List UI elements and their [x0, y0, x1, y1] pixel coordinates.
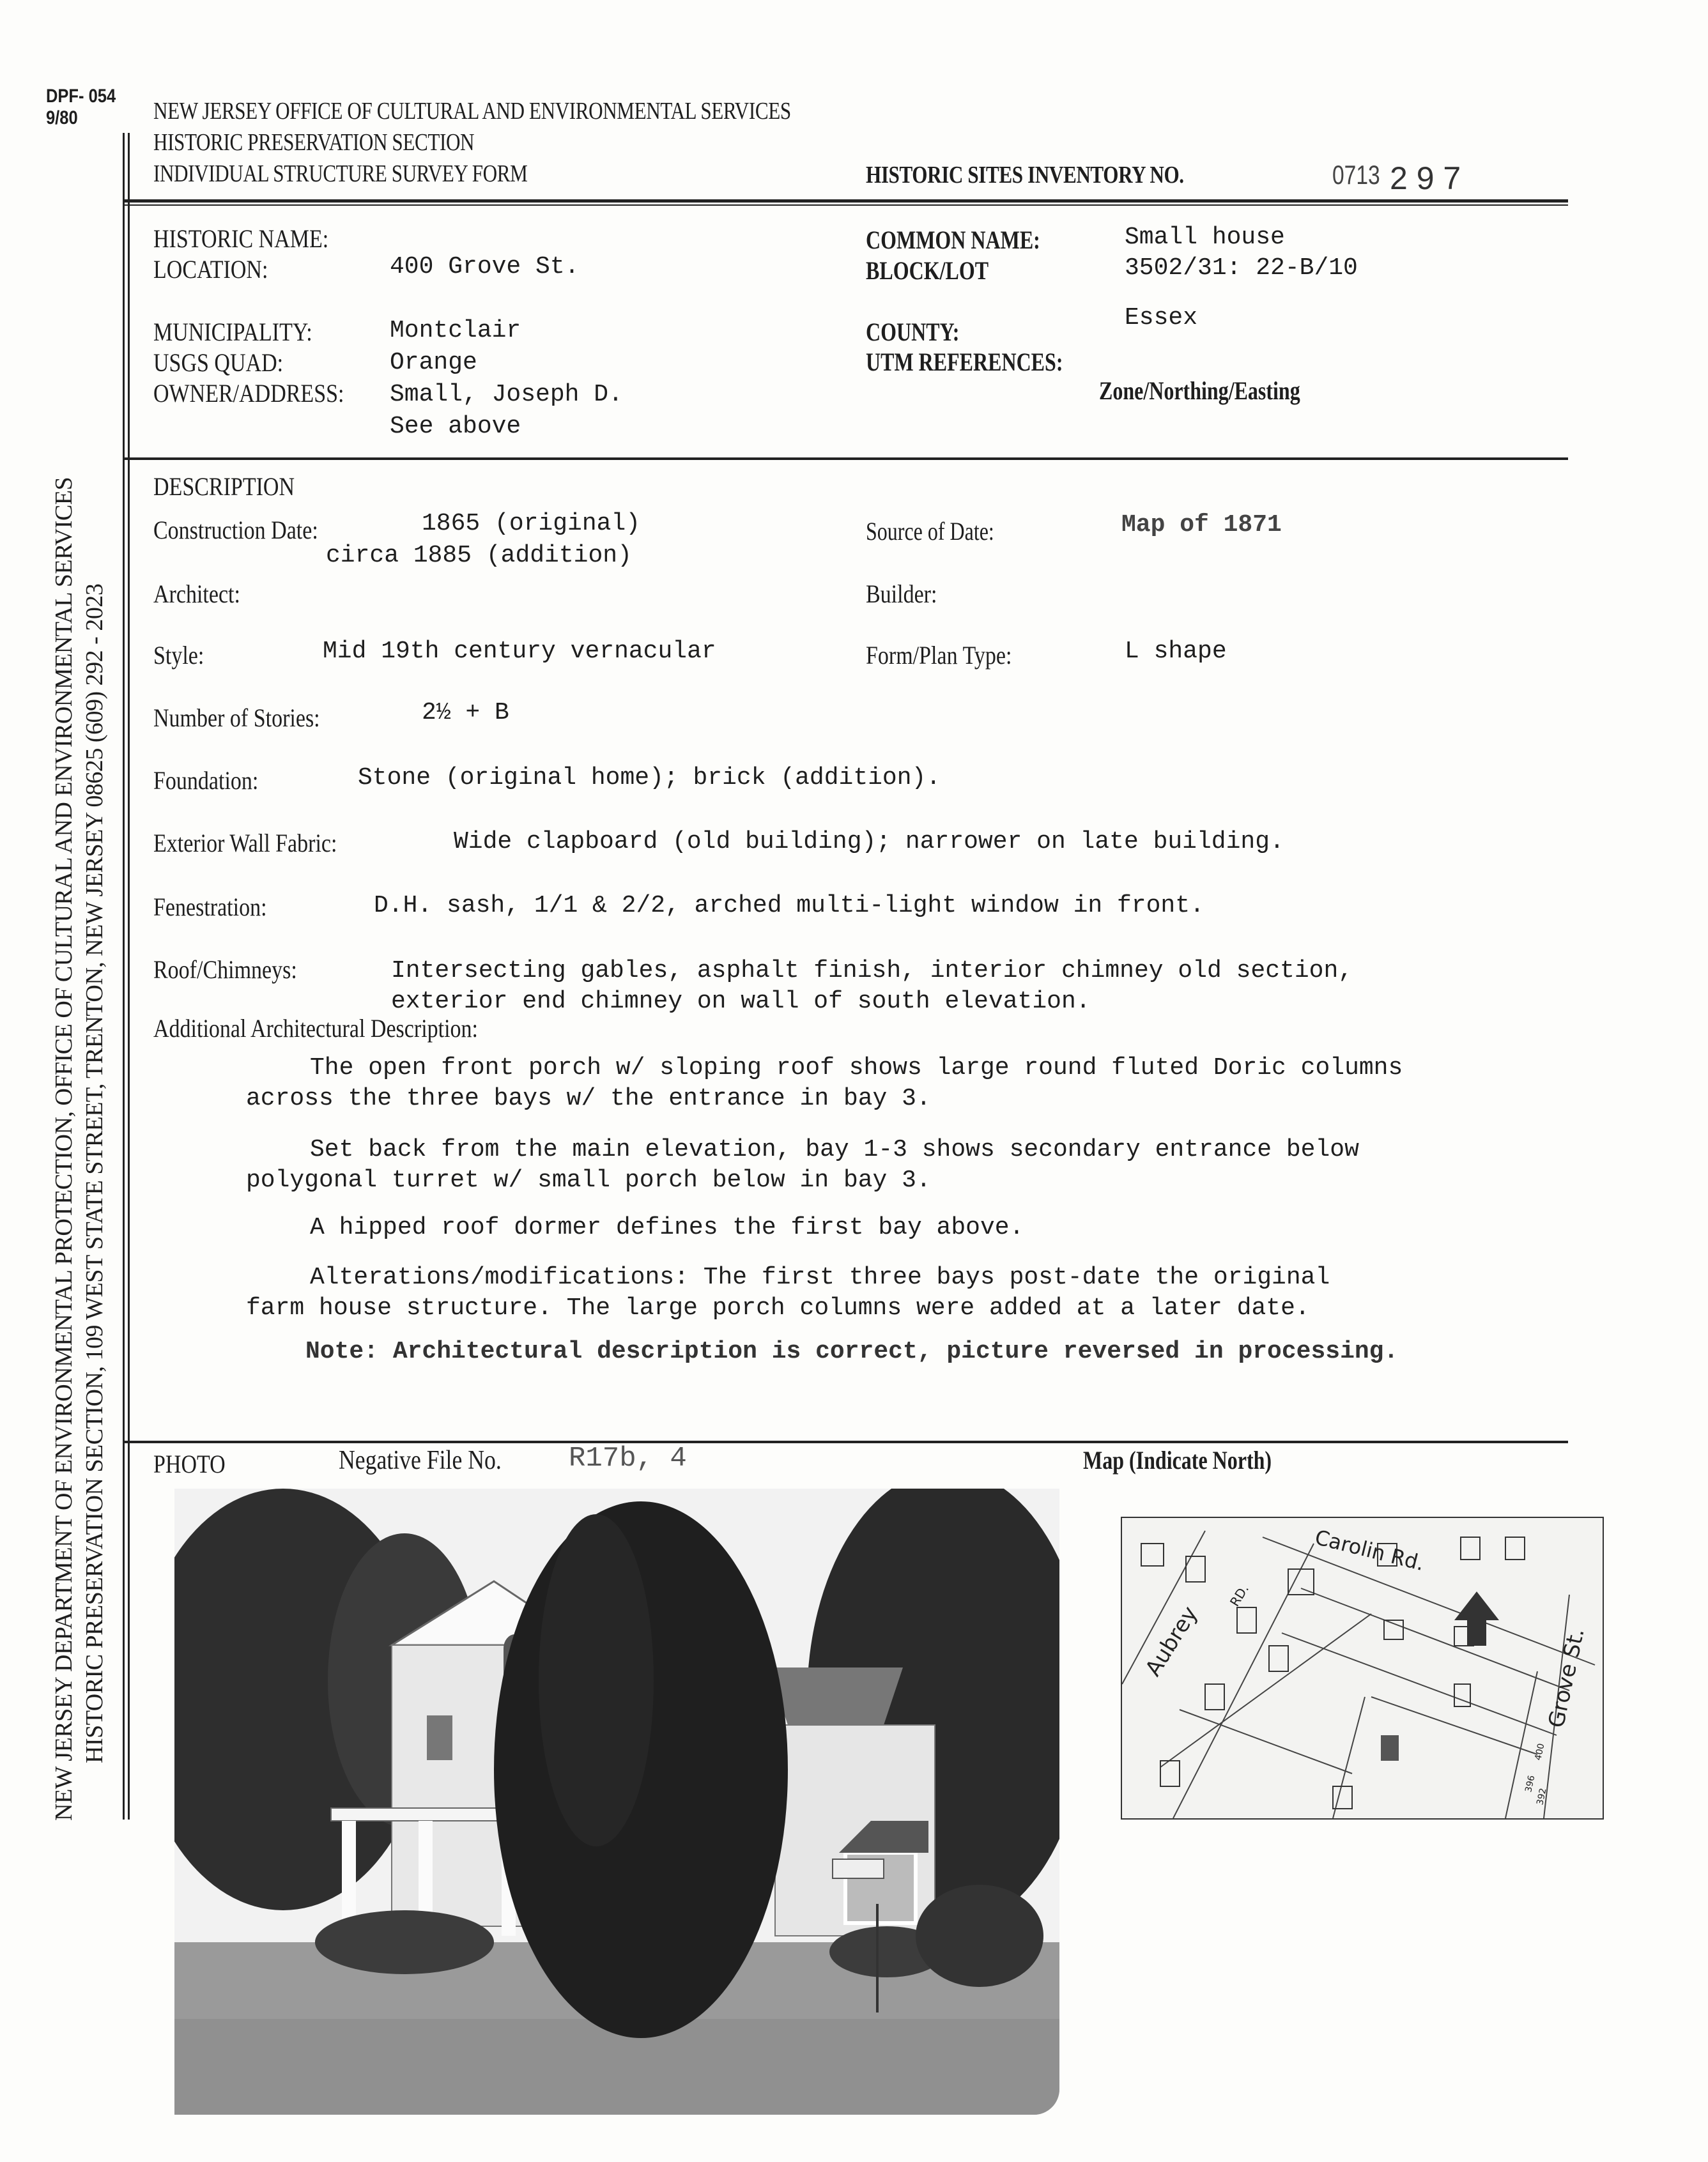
paragraph-alterations-line2: farm house structure. The large porch columns were added at a later date. — [246, 1294, 1310, 1322]
wing-roof — [769, 1667, 903, 1725]
utm-sub-label: Zone/Northing/Easting — [1099, 376, 1300, 405]
roof-chimneys-value-1: Intersecting gables, asphalt finish, interior chimney old section, — [391, 957, 1353, 985]
section-rule-photo — [123, 1441, 1568, 1443]
owner-label: OWNER/ADDRESS: — [153, 379, 344, 408]
map-street-aubrey: Aubrey — [1140, 1602, 1203, 1681]
inventory-label: HISTORIC SITES INVENTORY NO. — [866, 162, 1184, 188]
header-rule — [123, 199, 1568, 203]
negative-file-value: R17b, 4 — [569, 1443, 687, 1475]
foundation-value: Stone (original home); brick (addition). — [358, 764, 941, 792]
subject-house-marker — [1381, 1735, 1399, 1761]
roof-chimneys-value-2: exterior end chimney on wall of south elevation. — [391, 988, 1091, 1015]
location-value: 400 Grove St. — [390, 253, 580, 280]
form-plan-value: L shape — [1125, 638, 1227, 665]
map-street-carolin: Carolin Rd. — [1312, 1524, 1427, 1576]
wall-fabric-label: Exterior Wall Fabric: — [153, 829, 337, 857]
county-value: Essex — [1125, 304, 1198, 332]
header-agency: NEW JERSEY OFFICE OF CULTURAL AND ENVIRONMENTAL SERVICES — [153, 98, 791, 125]
usgs-quad-label: USGS QUAD: — [153, 348, 284, 377]
sign-board — [833, 1859, 884, 1878]
style-label: Style: — [153, 641, 204, 670]
municipality-value: Montclair — [390, 317, 521, 344]
construction-date-label: Construction Date: — [153, 516, 318, 544]
map-background — [1122, 1518, 1603, 1818]
location-map — [1121, 1517, 1604, 1820]
map-lot-396: 396 — [1523, 1774, 1537, 1793]
left-border-inner — [128, 133, 130, 1820]
form-code-block — [46, 86, 116, 129]
central-evergreen-left — [539, 1514, 654, 1846]
inventory-number: 2 9 7 — [1390, 160, 1461, 196]
form-date: 9/80 — [46, 107, 78, 128]
roof-chimneys-label: Roof/Chimneys: — [153, 955, 297, 984]
additional-description-label: Additional Architectural Description: — [153, 1014, 478, 1043]
construction-date-original: 1865 (original) — [422, 510, 641, 537]
form-plan-label: Form/Plan Type: — [866, 641, 1012, 670]
side-address-text: HISTORIC PRESERVATION SECTION, 109 WEST STATE STREET, TRENTON, NEW JERSEY 08625 (609) 292 - 2023 — [81, 583, 108, 1763]
block-lot-label: BLOCK/LOT — [866, 256, 989, 285]
fenestration-value: D.H. sash, 1/1 & 2/2, arched multi-light window in front. — [374, 892, 1204, 919]
source-of-date-value: Map of 1871 — [1121, 511, 1282, 539]
shrub — [916, 1885, 1043, 1987]
fenestration-label: Fenestration: — [153, 893, 267, 921]
photo-label: PHOTO — [153, 1450, 226, 1478]
architect-label: Architect: — [153, 579, 240, 608]
map-svg — [1122, 1518, 1603, 1818]
negative-file-label: Negative File No. — [339, 1446, 502, 1475]
owner-address-value: See above — [390, 413, 521, 440]
upper-window — [427, 1715, 452, 1760]
builder-label: Builder: — [866, 579, 937, 608]
wall-fabric-value: Wide clapboard (old building); narrower on late building. — [454, 828, 1284, 855]
usgs-quad-value: Orange — [390, 349, 477, 376]
shrub — [315, 1910, 494, 1974]
map-label: Map (Indicate North) — [1083, 1446, 1272, 1475]
paragraph-dormer: A hipped roof dormer defines the first bay above. — [310, 1214, 1024, 1241]
source-of-date-label: Source of Date: — [866, 517, 994, 546]
house-photo-svg — [174, 1489, 1059, 2115]
utm-label: UTM REFERENCES: — [866, 348, 1063, 376]
map-street-aubrey-suffix: RD. — [1226, 1581, 1252, 1609]
owner-value: Small, Joseph D. — [390, 381, 623, 408]
location-label: LOCATION: — [153, 255, 268, 284]
stories-value: 2½ + B — [422, 699, 509, 726]
common-name-label: COMMON NAME: — [866, 226, 1040, 254]
map-lot-392: 392 — [1535, 1787, 1549, 1806]
description-heading: DESCRIPTION — [153, 472, 295, 501]
municipality-label: MUNICIPALITY: — [153, 318, 312, 346]
style-value: Mid 19th century vernacular — [323, 638, 716, 665]
map-lot-400: 400 — [1533, 1742, 1547, 1761]
construction-date-addition: circa 1885 (addition) — [326, 542, 632, 569]
paragraph-porch-line2: across the three bays w/ the entrance in bay 3. — [246, 1085, 931, 1112]
header-form-title: INDIVIDUAL STRUCTURE SURVEY FORM — [153, 160, 528, 187]
header-section: HISTORIC PRESERVATION SECTION — [153, 129, 475, 156]
block-lot-value: 3502/31: 22-B/10 — [1125, 254, 1358, 282]
section-rule-description — [123, 457, 1568, 460]
paragraph-alterations-line1: Alterations/modifications: The first three bays post-date the original — [310, 1264, 1330, 1291]
stories-label: Number of Stories: — [153, 703, 320, 732]
map-street-grove: Grove St. — [1543, 1626, 1590, 1730]
paragraph-setback-line2: polygonal turret w/ small porch below in bay 3. — [246, 1167, 931, 1194]
foundation-label: Foundation: — [153, 766, 259, 795]
paragraph-setback-line1: Set back from the main elevation, bay 1-3 shows secondary entrance below — [310, 1136, 1359, 1163]
description-note: Note: Architectural description is correct, picture reversed in processing. — [305, 1338, 1399, 1365]
common-name-value: Small house — [1125, 224, 1285, 251]
side-agency-text: NEW JERSEY DEPARTMENT OF ENVIRONMENTAL PROTECTION, OFFICE OF CULTURAL AND ENVIRONMENTAL SERVICES — [50, 477, 77, 1821]
header-rule-thin — [123, 204, 1568, 206]
house-photograph — [174, 1489, 1059, 2115]
left-border-outer — [123, 133, 125, 1820]
inventory-prefix: 0713 — [1332, 160, 1380, 190]
form-code: DPF- 054 — [46, 86, 116, 107]
county-label: COUNTY: — [866, 318, 960, 346]
paragraph-porch-line1: The open front porch w/ sloping roof shows large round fluted Doric columns — [310, 1054, 1403, 1082]
historic-name-label: HISTORIC NAME: — [153, 224, 329, 253]
